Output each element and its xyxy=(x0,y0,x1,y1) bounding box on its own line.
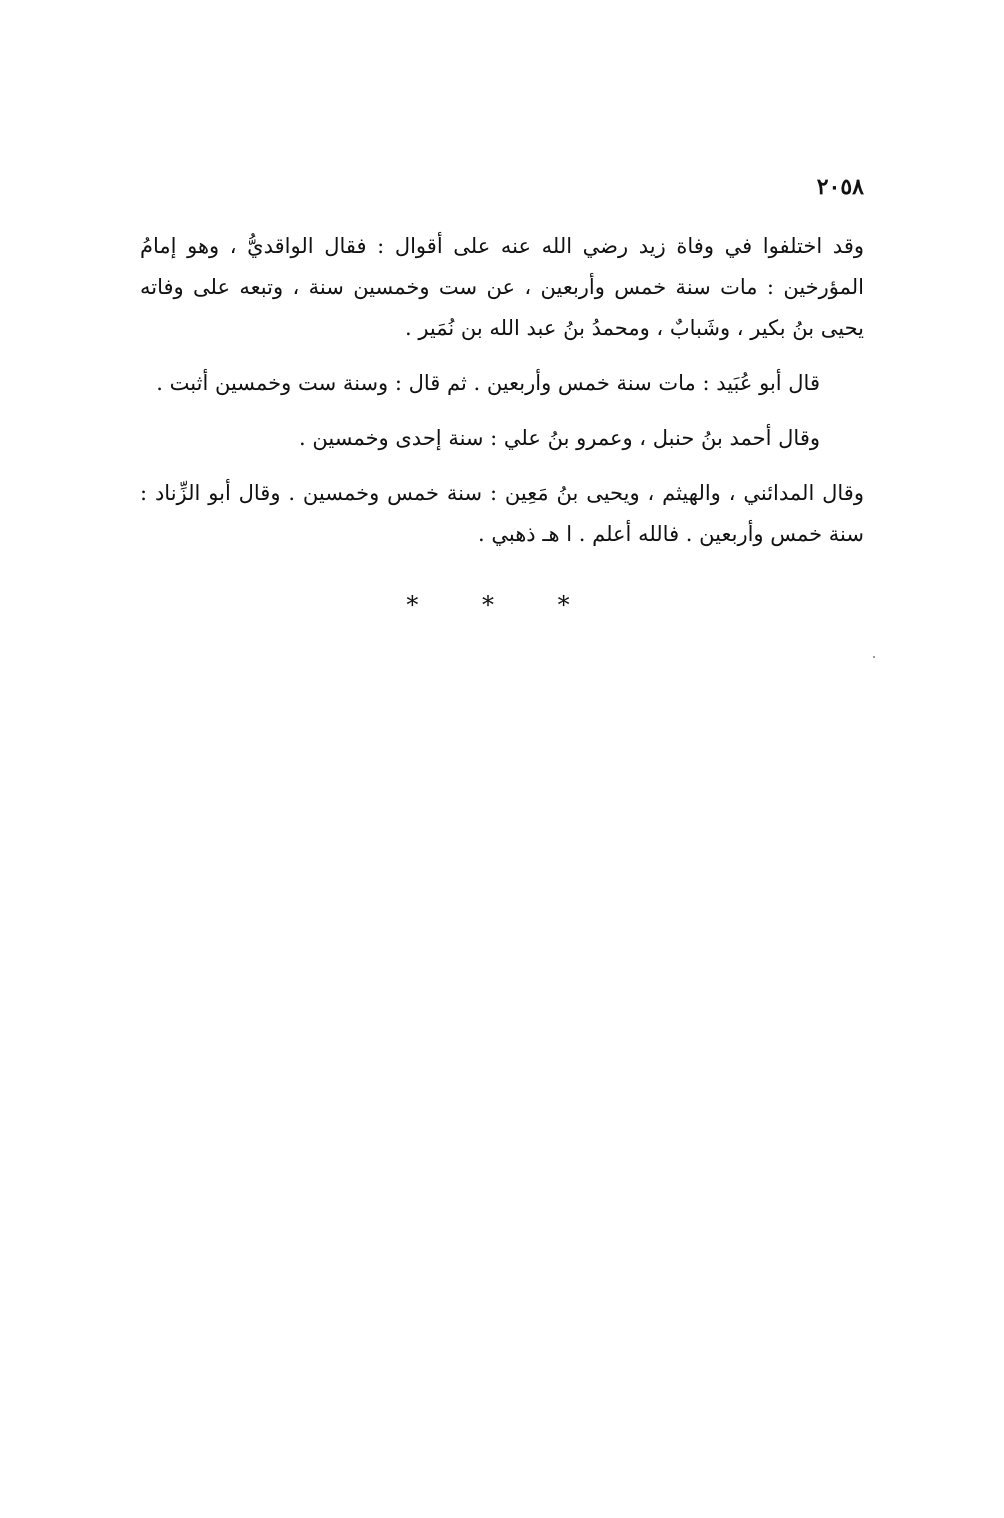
paragraph-abu-ubaid: قال أبو عُبَيد : مات سنة خمس وأربعين . ثم قال : وسنة ست وخمسين أثبت . xyxy=(156,371,820,395)
section-separator: * * * xyxy=(406,591,598,619)
paragraph-madaini: وقال المدائني ، والهيثم ، ويحيى بنُ مَعِين : سنة خمس وخمسين . وقال أبو الزِّناد : سنة خمس وأربعين . فالله أعلم . ا هـ ذهبي . xyxy=(140,481,864,546)
paragraph-ahmad-ibn-hanbal: وقال أحمد بنُ حنبل ، وعمرو بنُ علي : سنة إحدى وخمسين . xyxy=(299,426,820,450)
page-number: ٢٠٥٨ xyxy=(816,174,864,200)
scan-speck xyxy=(873,656,875,658)
body-text xyxy=(140,226,864,555)
paragraph-death-opinions: وقد اختلفوا في وفاة زيد رضي الله عنه على أقوال : فقال الواقديُّ ، وهو إمامُ المؤرخين : مات سنة خمس وأربعين ، عن ست وخمسين سنة ، وتبعه على وفاته يحيى بنُ بكير ، وشَبابٌ ، ومحمدُ بنُ عبد الله بن نُمَير . xyxy=(140,234,864,340)
